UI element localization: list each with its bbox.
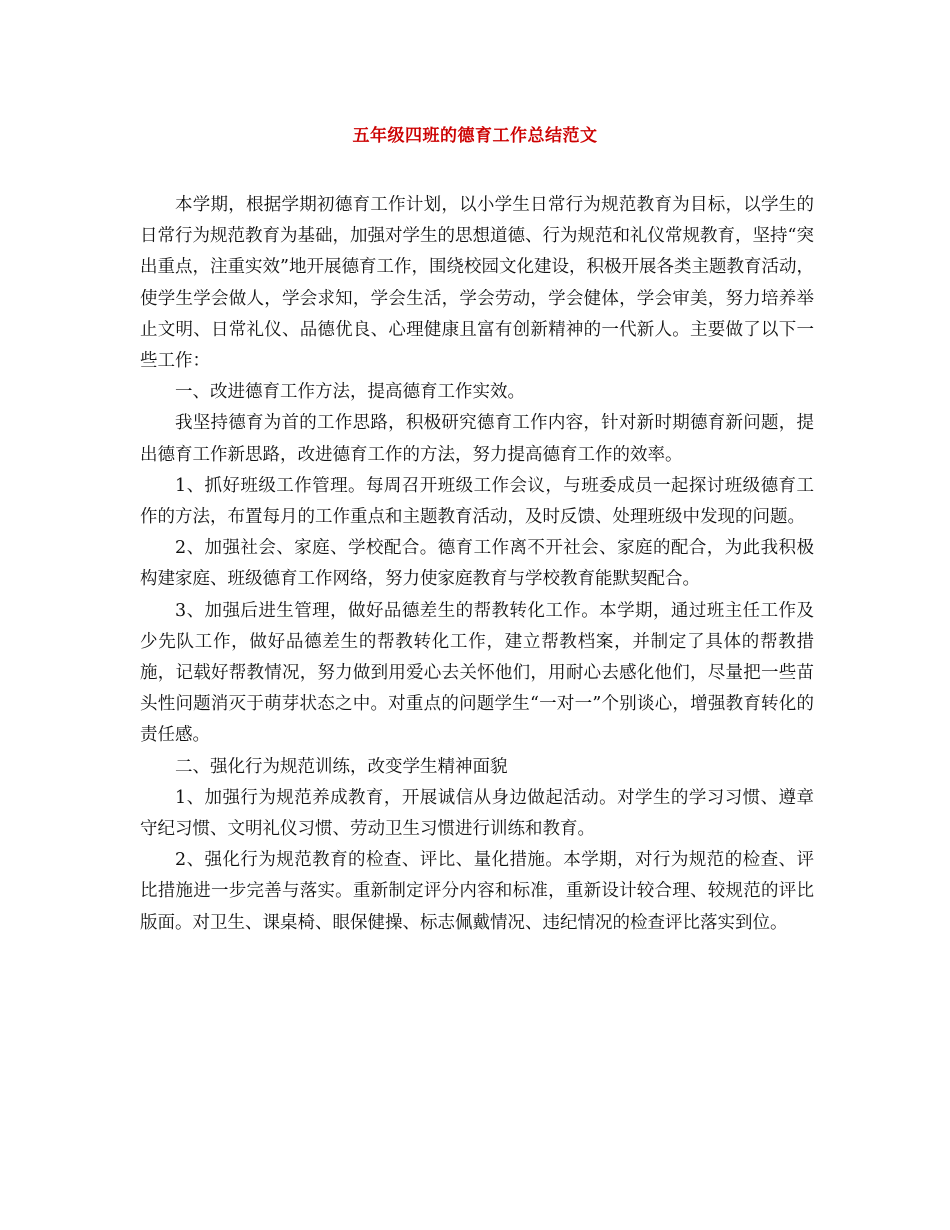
list-item: 1、加强行为规范养成教育，开展诚信从身边做起活动。对学生的学习习惯、遵章守纪习惯、文明礼仪习惯、劳动卫生习惯进行训练和教育。: [140, 787, 814, 840]
list-item: 2、强化行为规范教育的检查、评比、量化措施。本学期，对行为规范的检查、评比措施进一步完善与落实。重新制定评分内容和标准，重新设计较合理、较规范的评比版面。对卫生、课桌椅、眼保健操、标志佩戴情况、违纪情况的检查评比落实到位。: [140, 850, 814, 933]
paragraph-intro: 本学期，根据学期初德育工作计划，以小学生日常行为规范教育为目标，以学生的日常行为规范教育为基础，加强对学生的思想道德、行为规范和礼仪常规教育，坚持“突出重点，注重实效”地开展德育工作，围绕校园文化建设，积极开展各类主题教育活动，使学生学会做人，学会求知，学会生活，学会劳动，学会健体，学会审美，努力培养举止文明、日常礼仪、品德优良、心理健康且富有创新精神的一代新人。主要做了以下一些工作：: [140, 195, 814, 372]
section-heading-1: 一、改进德育工作方法，提高德育工作实效。: [175, 382, 525, 403]
paragraph: 我坚持德育为首的工作思路，积极研究德育工作内容，针对新时期德育新问题，提出德育工作新思路，改进德育工作的方法，努力提高德育工作的效率。: [140, 413, 814, 465]
list-item: 3、加强后进生管理，做好品德差生的帮教转化工作。本学期，通过班主任工作及少先队工作，做好品德差生的帮教转化工作，建立帮教档案，并制定了具体的帮教措施，记载好帮教情况，努力做到用爱心去关怀他们，用耐心去感化他们，尽量把一些苗头性问题消灭于萌芽状态之中。对重点的问题学生“一对一”个别谈心，增强教育转化的责任感。: [140, 600, 814, 746]
section-heading-2: 二、强化行为规范训练，改变学生精神面貌: [175, 756, 508, 777]
document-title: 五年级四班的德育工作总结范文: [352, 126, 598, 146]
list-item: 2、加强社会、家庭、学校配合。德育工作离不开社会、家庭的配合，为此我积极构建家庭、班级德育工作网络，努力使家庭教育与学校教育能默契配合。: [140, 538, 814, 590]
document-body: [140, 190, 814, 939]
list-item: 1、抓好班级工作管理。每周召开班级工作会议，与班委成员一起探讨班级德育工作的方法，布置每月的工作重点和主题教育活动，及时反馈、处理班级中发现的问题。: [140, 475, 814, 528]
